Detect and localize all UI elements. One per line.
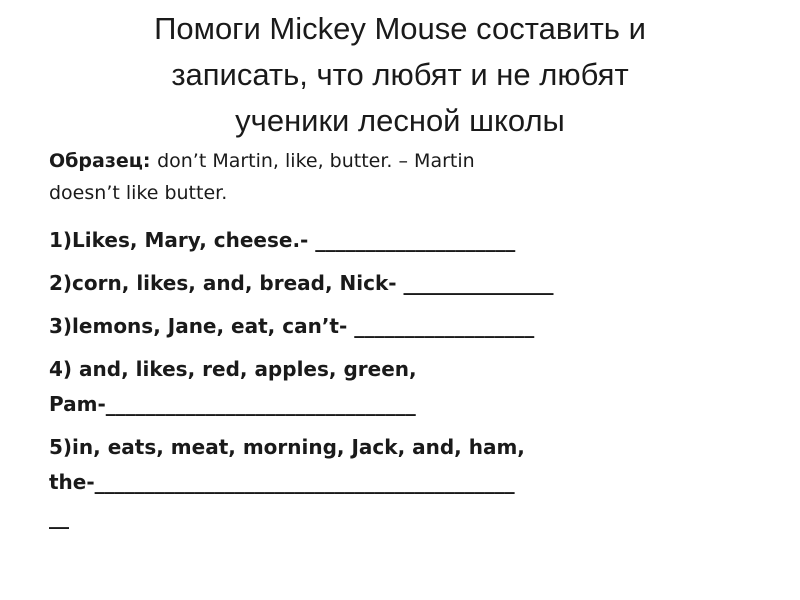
sample-block: [49, 145, 759, 209]
sample-label: Образец:: [49, 150, 158, 172]
exercise-1-line-1: 1)Likes, Mary, cheese.- ____________________: [49, 228, 516, 252]
title-line-3: ученики лесной школы: [235, 103, 565, 138]
title-line-1: Помоги Mickey Mouse составить и: [154, 11, 646, 46]
exercise-2-line-1: 2)corn, likes, and, bread, Nick- _______________: [49, 271, 554, 295]
exercise-body: [49, 145, 759, 543]
exercise-1: [49, 223, 759, 258]
exercise-4-line-2: Pam-_______________________________: [49, 392, 416, 416]
exercise-5-line-1: 5)in, eats, meat, morning, Jack, and, ham,: [49, 435, 525, 459]
exercise-3: [49, 309, 759, 344]
slide-title: [40, 6, 760, 144]
sample-text-line-1: don’t Martin, like, butter. – Martin: [157, 150, 475, 172]
exercise-5: [49, 430, 759, 535]
exercise-4: [49, 352, 759, 422]
exercise-3-line-1: 3)lemons, Jane, eat, can’t- __________________: [49, 314, 535, 338]
exercise-5-line-2: the-__________________________________________: [49, 470, 515, 494]
title-line-2: записать, что любят и не любят: [171, 57, 629, 92]
exercise-5-line-3: __: [49, 505, 69, 529]
sample-text-line-2: doesn’t like butter.: [49, 182, 228, 204]
exercise-2: [49, 266, 759, 301]
exercise-4-line-1: 4) and, likes, red, apples, green,: [49, 357, 417, 381]
